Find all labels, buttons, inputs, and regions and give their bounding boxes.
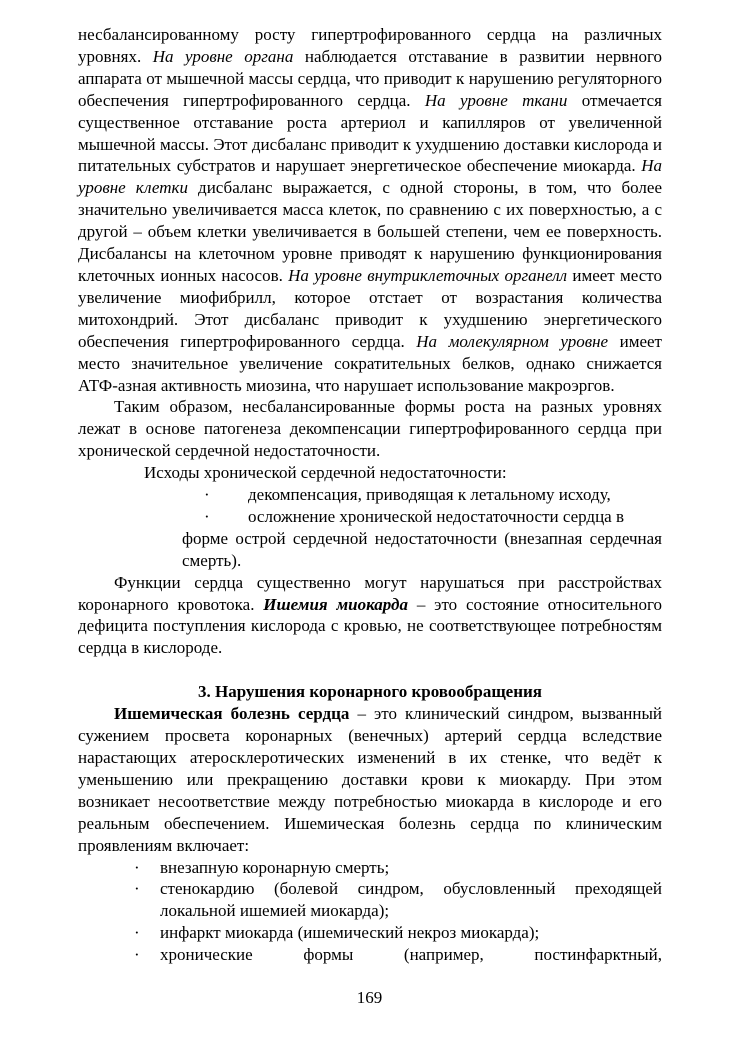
italic-term-cell-level: На уровне клетки xyxy=(78,156,662,198)
outcome-item-text: декомпенсация, приводящая к летальному исходу, xyxy=(248,485,611,505)
list-item xyxy=(134,857,662,879)
ihd-forms-list xyxy=(134,857,662,967)
list-item-text: хронические формы (например, постинфарктный, xyxy=(160,945,662,965)
bullet-dot: · xyxy=(134,857,140,877)
bullet-dot: · xyxy=(204,485,210,505)
bullet-dot: · xyxy=(134,923,140,943)
italic-term-molecular-level: На молекулярном уровне xyxy=(416,331,609,351)
paragraph-ihd-definition xyxy=(78,703,662,856)
list-item xyxy=(134,944,662,966)
outcomes-title: Исходы хронической сердечной недостаточности: xyxy=(144,463,507,483)
outcome-item-continuation: форме острой сердечной недостаточности (внезапная сердечная смерть). xyxy=(182,528,662,570)
outcome-item xyxy=(204,484,662,506)
list-item-text: внезапную коронарную смерть; xyxy=(160,857,390,877)
paragraph-conclusion: Таким образом, несбалансированные формы роста на разных уровнях лежат в основе патогенеза декомпенсации гипертрофированного сердца при хронической сердечной недостаточности. xyxy=(78,397,662,461)
outcome-item xyxy=(204,506,662,528)
text-run: – это состояние относительного дефицита поступления кислорода с кровью, не соответствующее потребностям сердца в кислороде. xyxy=(78,594,662,658)
list-item xyxy=(134,878,662,922)
text-run: дисбаланс выражается, с одной стороны, в том, что более значительно увеличивается масса клеток, по сравнению с их поверхностью, а с другой – объем клетки увеличивается в большей степени, чем ее поверхность. Дисбалансы на клеточном уровне приводят к нарушению функционирования клеточных ионных насосов. xyxy=(78,178,662,285)
text-run: – это клинический синдром, вызванный сужением просвета коронарных (венечных) артерий сердца вследствие нарастающих атеросклеротических изменений в их стенке, что ведёт к уменьшению или прекращению доставки крови к миокарду. При этом возникает несоответствие между потребностью миокарда в кислороде и его реальным обеспечением. Ишемическая болезнь сердца по клиническим проявлениям включает: xyxy=(78,704,662,855)
outcome-item-text: осложнение хронической недостаточности сердца в xyxy=(248,506,624,526)
text-run: наблюдается отставание в развитии нервного аппарата от мышечной массы сердца, что приводит к нарушению регуляторного обеспечения гипертрофированного сердца. xyxy=(78,46,662,110)
list-item-text: инфаркт миокарда (ишемический некроз миокарда); xyxy=(160,923,540,943)
text-run: отмечается существенное отставание роста артериол и капилляров от увеличенной мышечной массы. Этот дисбаланс приводит к ухудшению доставки кислорода и питательных субстратов и нарушает энергетическое обеспечение миокарда. xyxy=(78,90,662,176)
spacer xyxy=(78,659,662,681)
bold-term-ihd: Ишемическая болезнь сердца xyxy=(114,704,350,724)
list-item xyxy=(134,922,662,944)
bold-italic-term-ischemia: Ишемия миокарда xyxy=(263,594,408,614)
italic-term-organ-level: На уровне органа xyxy=(152,46,294,66)
bullet-dot: · xyxy=(134,945,140,965)
text-run: несбалансированному росту гипертрофированного сердца на различных уровнях. xyxy=(78,25,662,66)
paragraph-hypertrophy-levels xyxy=(78,24,662,396)
page-body xyxy=(78,24,662,966)
list-item-text: стенокардию (болевой синдром, обусловленный преходящей локальной ишемией миокарда); xyxy=(160,879,662,921)
italic-term-tissue-level: На уровне ткани xyxy=(424,90,568,110)
text-run: имеет место увеличение миофибрилл, которое отстает от возрастания количества митохондрий. Этот дисбаланс приводит к ухудшению энергетического обеспечения гипертрофированного сердца. xyxy=(78,265,662,351)
text-run: имеет место значительное увеличение сократительных белков, однако снижается АТФ-азная активность миозина, что нарушает использование макроэргов. xyxy=(78,331,662,395)
text-run: Функции сердца существенно могут нарушаться при расстройствах коронарного кровотока. xyxy=(78,572,662,614)
section-heading: 3. Нарушения коронарного кровообращения xyxy=(197,682,543,702)
bullet-dot: · xyxy=(204,506,210,526)
bullet-dot: · xyxy=(134,879,140,899)
italic-term-organelle-level: На уровне внутриклеточных органелл xyxy=(288,265,568,285)
paragraph-myocardial-ischemia xyxy=(78,572,662,660)
page-number: 169 xyxy=(356,988,383,1007)
